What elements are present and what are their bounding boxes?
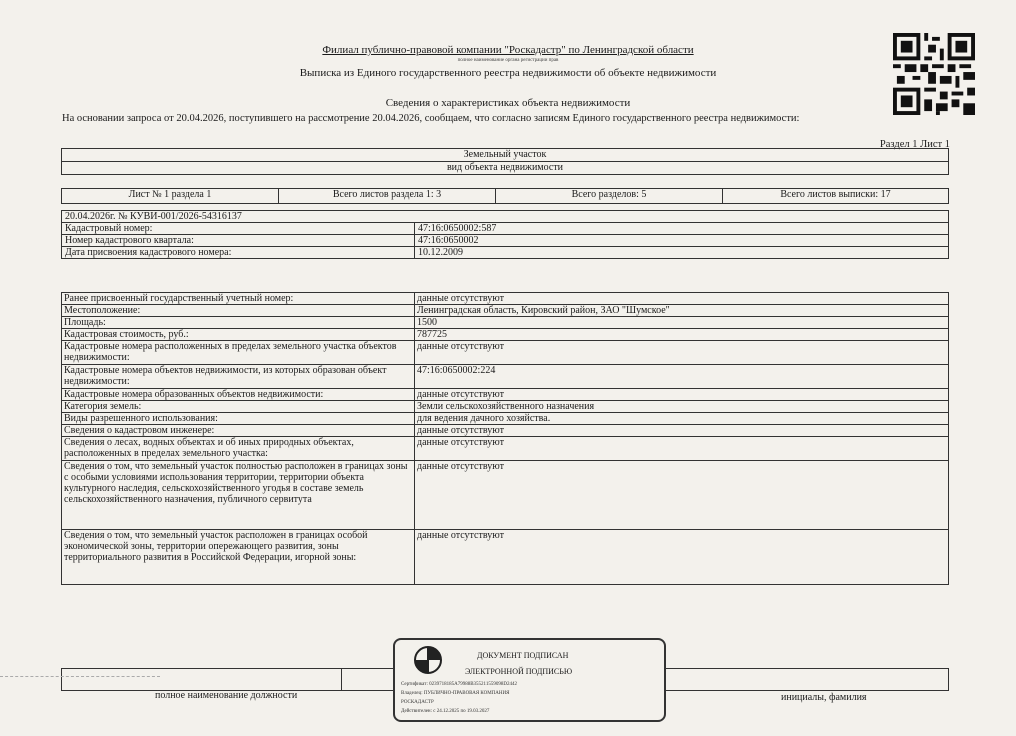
row-label: Площадь: [62,317,415,329]
table-row [62,329,949,341]
row-value: данные отсутствуют [415,341,949,365]
row-value: 787725 [415,329,949,341]
sections-count: Всего разделов: 5 [496,189,723,204]
cadastral-number: 47:16:0650002:587 [415,223,949,235]
row-value: 1500 [415,317,949,329]
table-row [62,530,949,585]
section-title: Сведения о характеристиках объекта недвижимости [385,97,631,109]
table-row [62,247,949,259]
row-value: данные отсутствуют [415,530,949,585]
row-value: Земли сельскохозяйственного назначения [415,401,949,413]
roskadastr-logo-icon [414,646,442,674]
row-label: Сведения о лесах, водных объектах и об иных природных объектах, расположенных в пределах земельного участка: [62,437,415,461]
registry-table [61,210,949,259]
basis-text: На основании запроса от 20.04.2026, поступившего на рассмотрение 20.04.2026, сообщаем, что согласно записям Единого государственного реестра недвижимости: [62,113,800,124]
row-label: Сведения о кадастровом инженере: [62,425,415,437]
table-row [62,389,949,401]
name-caption: инициалы, фамилия [781,692,867,703]
qr-code-icon [893,33,975,115]
row-label: Кадастровые номера расположенных в пределах земельного участка объектов недвижимости: [62,341,415,365]
section-sheets-count: Всего листов раздела 1: 3 [279,189,496,204]
request-number: 20.04.2026г. № КУВИ-001/2026-54316137 [62,211,949,223]
row-value: данные отсутствуют [415,461,949,530]
sheet-reference: Раздел 1 Лист 1 [879,139,950,150]
object-type-table [61,148,949,175]
assignment-date: 10.12.2009 [415,247,949,259]
row-label: Номер кадастрового квартала: [62,235,415,247]
row-label: Виды разрешенного использования: [62,413,415,425]
electronic-signature-stamp [393,638,666,722]
table-row [62,305,949,317]
cadastral-quarter: 47:16:0650002 [415,235,949,247]
row-value: данные отсутствуют [415,293,949,305]
details-table [61,292,949,585]
row-label: Сведения о том, что земельный участок полностью расположен в границах зоны с особыми условиями использования территории, территории объекта культурного наследия, сельскохозяйственного угодья в составе земель сельскохозяйственного назначения, публичного сервитута [62,461,415,530]
stamp-line2: ЭЛЕКТРОННОЙ ПОДПИСЬЮ [465,667,573,676]
row-label: Кадастровые номера образованных объектов недвижимости: [62,389,415,401]
table-row [62,437,949,461]
row-value: 47:16:0650002:224 [415,365,949,389]
row-label: Дата присвоения кадастрового номера: [62,247,415,259]
scan-artifact-line [0,676,160,677]
signature-left-border [61,668,62,690]
signature-divider [341,668,342,690]
row-label: Кадастровый номер: [62,223,415,235]
sheet-number: Лист № 1 раздела 1 [62,189,279,204]
position-caption: полное наименование должности [155,690,298,701]
row-value: данные отсутствуют [415,389,949,401]
signature-right-border [948,668,949,690]
stamp-validity: Действителен: с 24.12.2025 по 19.03.2027 [401,709,490,714]
table-row [62,461,949,530]
table-row [62,223,949,235]
table-row [62,413,949,425]
stamp-owner: Владелец: ПУБЛИЧНО-ПРАВОВАЯ КОМПАНИЯ [401,691,510,696]
total-sheets-count: Всего листов выписки: 17 [723,189,949,204]
object-type: Земельный участок [62,149,949,162]
stamp-line1: ДОКУМЕНТ ПОДПИСАН [477,651,569,660]
table-row [62,293,949,305]
row-value: для ведения дачного хозяйства. [415,413,949,425]
row-label: Кадастровые номера объектов недвижимости, из которых образован объект недвижимости: [62,365,415,389]
stamp-certificate: Сертификат: 0239718185A79988B355211559098D2442 [401,682,517,687]
stamp-owner-name: РОСКАДАСТР [401,700,434,705]
table-row [62,317,949,329]
table-row [62,365,949,389]
row-label: Категория земель: [62,401,415,413]
table-row [62,401,949,413]
table-row [62,425,949,437]
object-type-caption: вид объекта недвижимости [62,162,949,175]
table-row [62,235,949,247]
organization-name: Филиал публично-правовой компании "Роскадастр" по Ленинградской области [322,44,694,56]
row-label: Местоположение: [62,305,415,317]
row-label: Сведения о том, что земельный участок расположен в границах особой экономической зоны, территории опережающего развития, зоны территориального развития в Российской Федерации, игорной зоны: [62,530,415,585]
row-value: Ленинградская область, Кировский район, ЗАО "Шумское" [415,305,949,317]
row-value: данные отсутствуют [415,437,949,461]
row-label: Кадастровая стоимость, руб.: [62,329,415,341]
document-title: Выписка из Единого государственного реестра недвижимости об объекте недвижимости [299,67,717,79]
organization-caption: полное наименование органа регистрации прав [457,58,559,63]
row-label: Ранее присвоенный государственный учетный номер: [62,293,415,305]
sheet-info-table [61,188,949,204]
table-row [62,341,949,365]
row-value: данные отсутствуют [415,425,949,437]
